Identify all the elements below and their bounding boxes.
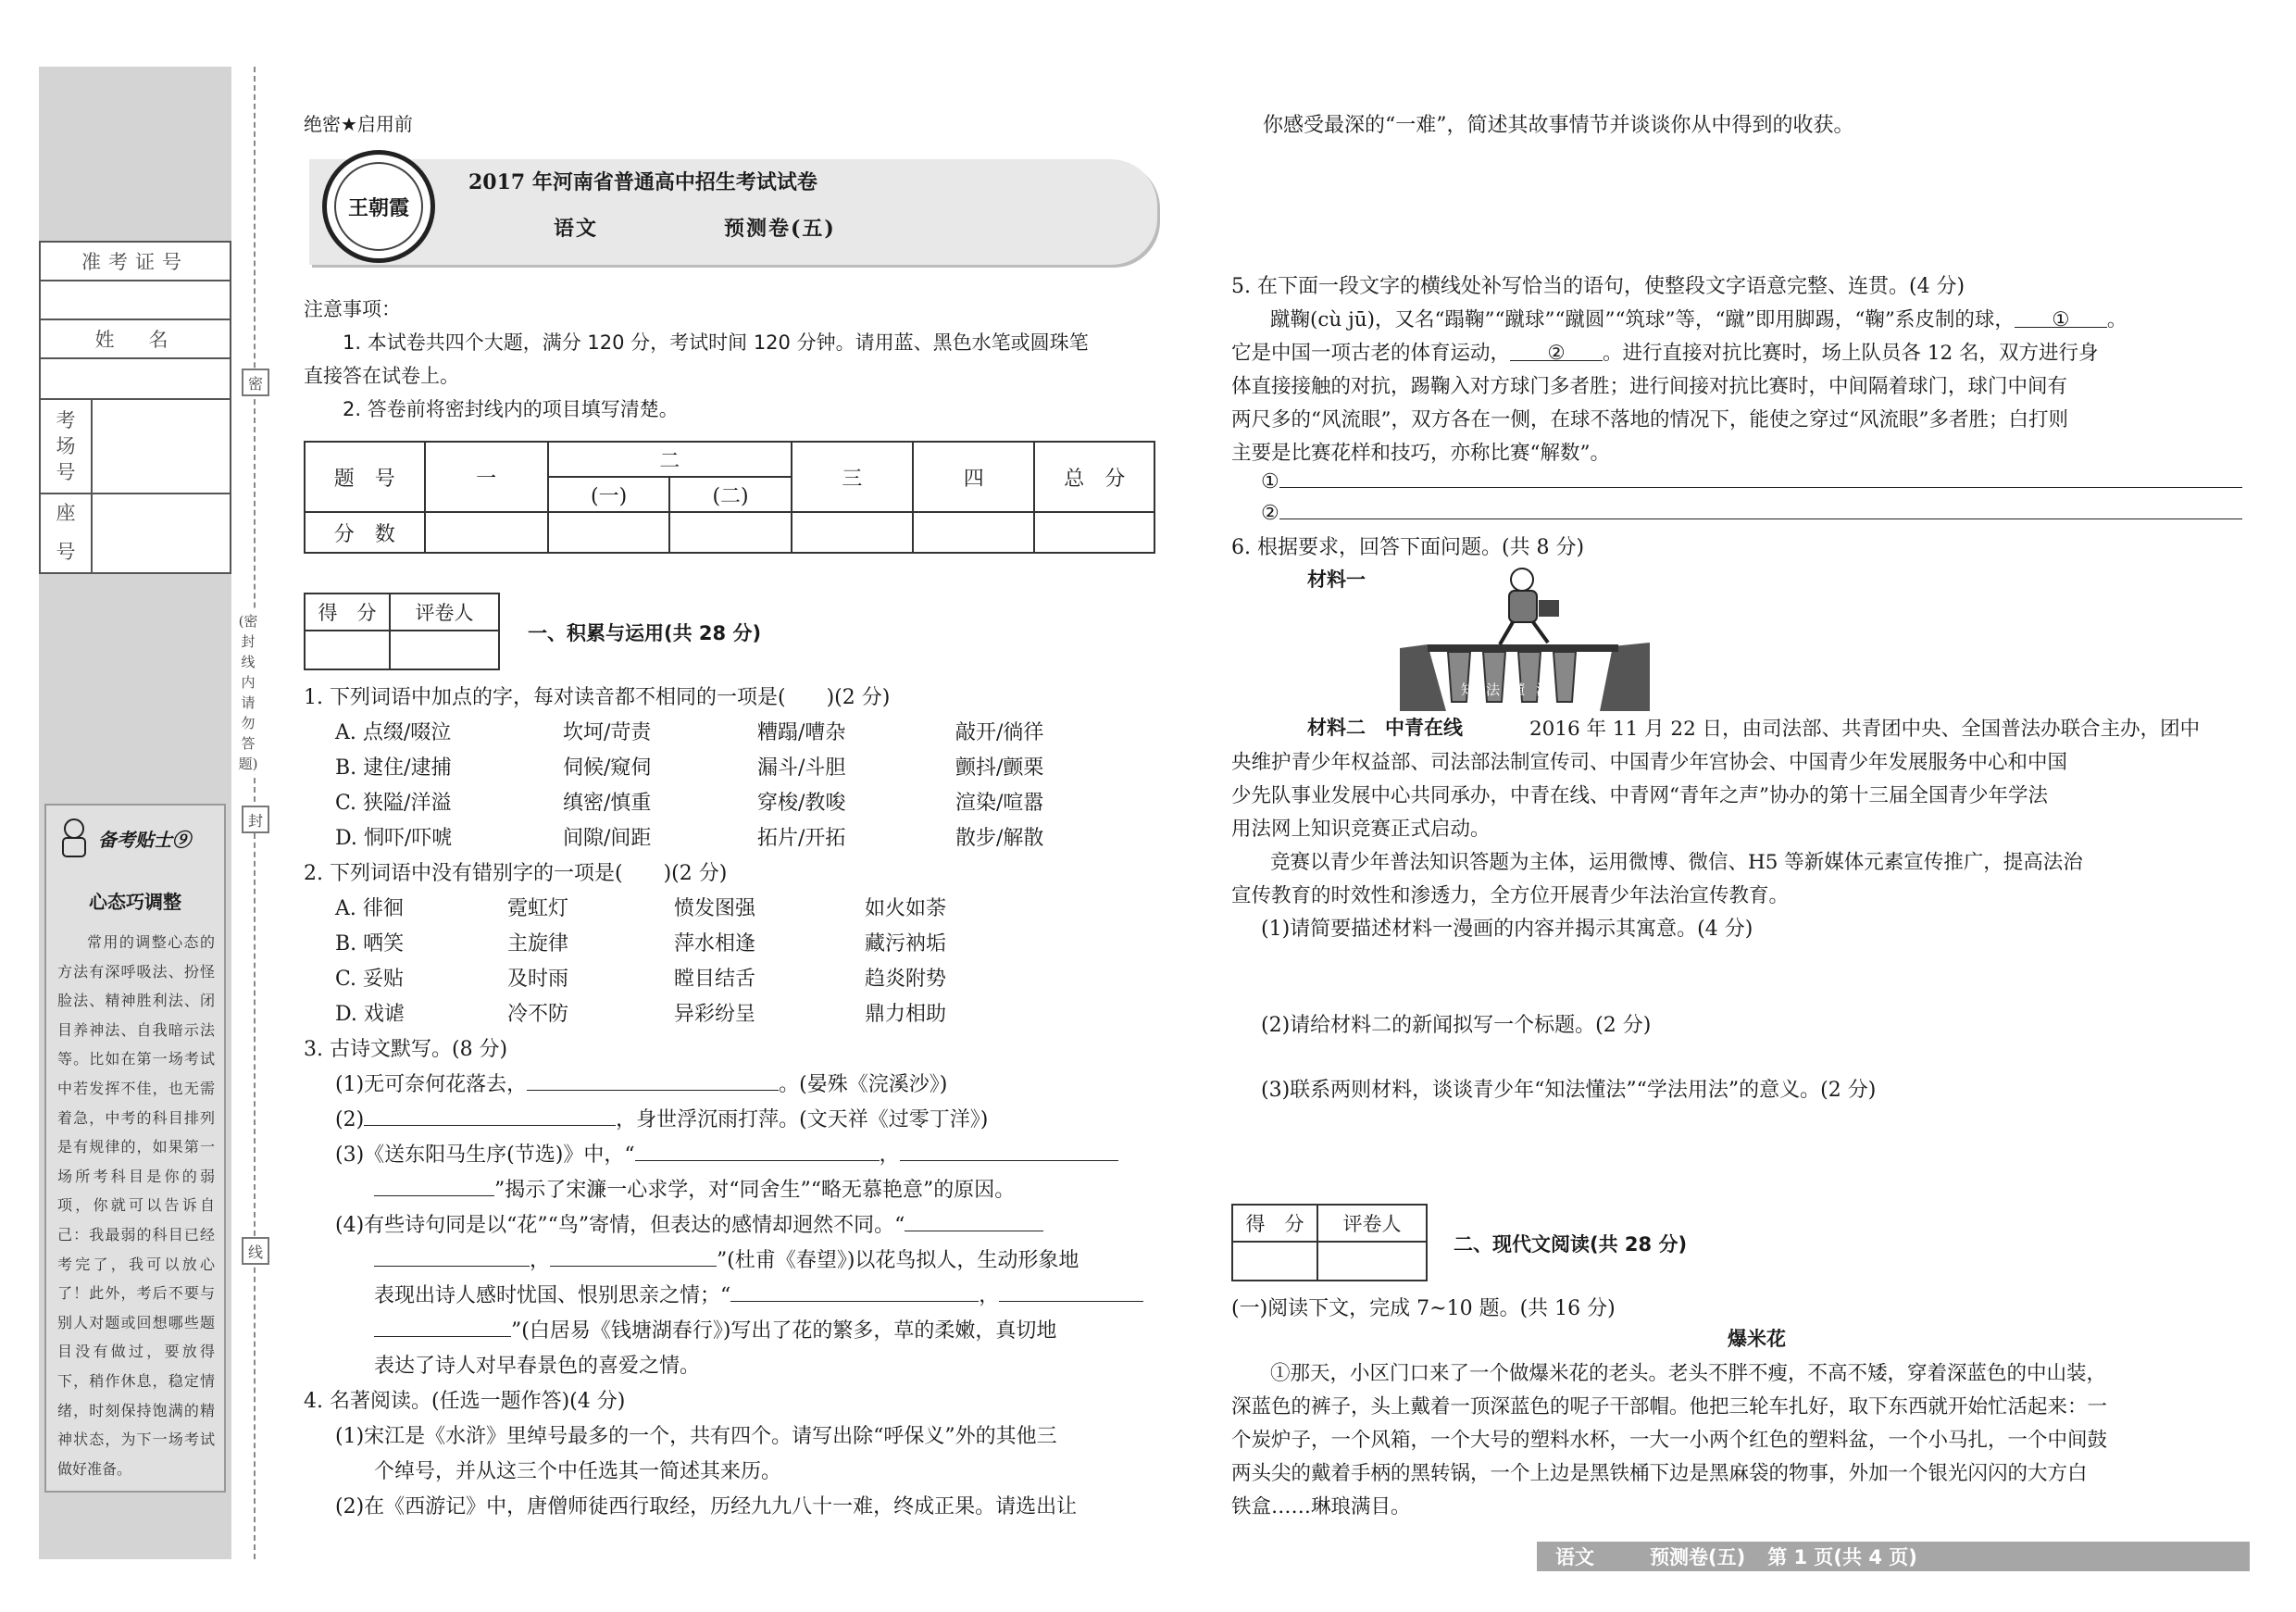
q2-a3: 愤发图强 [674, 897, 756, 920]
score-row-label: 分 数 [305, 512, 425, 553]
q3-stem: 3. 古诗文默写。(8 分) [304, 1038, 508, 1061]
q2-a1[interactable]: A. 徘徊 [335, 897, 404, 920]
exam-tip-box [44, 804, 226, 1493]
q5-line1: 蹴鞠(cù jū)，又名“蹋鞠”“蹴球”“蹴圆”“筑球”等，“蹴”即用脚踢，“鞠”系皮制的球， ① 。 [1270, 308, 2128, 331]
q6-stem: 6. 根据要求，回答下面问题。(共 8 分) [1231, 536, 1585, 559]
th-2-2: (二) [669, 477, 791, 512]
score-cell[interactable] [913, 512, 1034, 553]
q2-b3: 萍水相逢 [674, 932, 756, 956]
mat2-line6: 宣传教育的时效性和渗透力，全方位开展青少年法治宣传教育。 [1231, 884, 1790, 907]
tip-banner [56, 815, 217, 861]
q6-1: (1)请简要描述材料一漫画的内容并揭示其寓意。(4 分) [1261, 918, 1753, 941]
q4-1a: (1)宋江是《水浒》里绰号最多的一个，共有四个。请写出除“呼保义”外的其他三 [335, 1425, 1057, 1448]
material-1-label: 材料一 [1307, 569, 1366, 591]
page-footer [1537, 1542, 2250, 1571]
answer-line[interactable] [1279, 500, 2242, 519]
essay-p4: 两头尖的戴着手柄的黑转锅，一个上边是黑铁桶下边是黑麻袋的物事，外加一个银光闪闪的大方白 [1231, 1462, 2088, 1485]
q3-1: (1)无可奈何花落去， 。(晏殊《浣溪沙》) [335, 1073, 948, 1096]
q2-d2: 冷不防 [507, 1003, 569, 1026]
q1-c3: 穿梭/教唆 [757, 792, 846, 815]
q3-4e: 表达了诗人对早春景色的喜爱之情。 [374, 1355, 701, 1378]
answer-blank[interactable] [374, 1177, 494, 1196]
section1-title: 一、积累与运用(共 28 分) [528, 622, 762, 644]
seal-mark-xian: 线 [242, 1237, 269, 1265]
score-table [304, 441, 1155, 554]
secret-mark: 绝密★启用前 [304, 113, 413, 135]
q1-a3: 糟蹋/嘈杂 [757, 721, 846, 744]
room-row[interactable] [41, 400, 230, 494]
answer-blank[interactable] [635, 1142, 880, 1161]
q1-b2: 伺候/窥伺 [563, 756, 652, 780]
grader-score-field[interactable] [306, 631, 391, 669]
publisher-logo [322, 150, 435, 263]
th-3: 三 [792, 442, 913, 512]
tip-text: 常用的调整心态的方法有深呼吸法、扮怪脸法、精神胜利法、闭目养神法、自我暗示法等。比如在第一场考试中若发挥不佳，也无需着急，中考的科目排列是有规律的，如果第一场所考科目是你的弱项，你就可以告诉自己：我最弱的科目已经考完了，我可以放心了！此外，考后不要与别人对题或回想哪些题目没有做过，要放得下，稍作休息，稳定情绪，时刻保持饱满的精神状态，为下一场考试做好准备。 [57, 933, 215, 1478]
q1-d1[interactable]: D. 恫吓/吓唬 [335, 827, 453, 850]
seal-mark-feng: 封 [242, 806, 269, 833]
seat-label: 座 号 [41, 493, 93, 572]
q1-a1[interactable]: A. 点缀/啜泣 [335, 721, 452, 744]
answer-blank[interactable] [374, 1247, 530, 1267]
exam-id-label: 准考证号 [41, 243, 230, 281]
q1-b1[interactable]: B. 逮住/逮捕 [335, 756, 452, 780]
q2-c3: 瞠目结舌 [674, 968, 756, 991]
q3-4a: (4)有些诗句同是以“花”“鸟”寄情，但表达的感情却迥然不同。“ [335, 1209, 1043, 1238]
q4-2a: (2)在《西游记》中，唐僧师徒西行取经，历经九九八十一难，终成正果。请选出让 [335, 1495, 1078, 1518]
mat2-line4: 用法网上知识竞赛正式启动。 [1231, 818, 1491, 841]
name-field[interactable] [41, 359, 230, 400]
answer-blank[interactable] [900, 1142, 1118, 1161]
th-question: 题 号 [305, 442, 425, 512]
exam-id-field[interactable] [41, 281, 230, 320]
answer-line[interactable] [1279, 469, 2242, 488]
candidate-info-box [39, 241, 231, 574]
q5-blank-2[interactable]: ② [1510, 342, 1603, 361]
subject-title: 语文 [554, 217, 599, 241]
q2-d1[interactable]: D. 戏谑 [335, 1003, 405, 1026]
grader-score-label: 得 分 [1233, 1206, 1318, 1243]
mat2-line5: 竞赛以青少年普法知识答题为主体，运用微博、微信、H5 等新媒体元素宣传推广，提高法治 [1270, 851, 2083, 874]
section2-part1: (一)阅读下文，完成 7~10 题。(共 16 分) [1231, 1297, 1616, 1320]
q1-b3: 漏斗/斗胆 [757, 756, 846, 780]
grader-person-label: 评卷人 [1318, 1206, 1426, 1243]
score-cell[interactable] [548, 512, 669, 553]
q5-line4: 两尺多的“风流眼”，双方各在一侧，在球不落地的情况下，能使之穿过“风流眼”多者胜；白打则 [1231, 408, 2068, 431]
q3-4d: ”(白居易《钱塘湖春行》)写出了花的繁多，草的柔嫩，真切地 [374, 1315, 1056, 1343]
footer-paper: 预测卷(五) [1650, 1546, 1746, 1568]
q5-line2: 它是中国一项古老的体育运动， ② 。进行直接对抗比赛时，场上队员各 12 名，双方进行身 [1231, 342, 2099, 365]
q2-d4: 鼎力相助 [865, 1003, 947, 1026]
answer-blank[interactable] [730, 1282, 979, 1302]
seal-note: (密封线内请勿答题) [238, 613, 258, 772]
section2-title: 二、现代文阅读(共 28 分) [1454, 1233, 1688, 1256]
th-2-1: (一) [548, 477, 669, 512]
q4-1b: 个绰号，并从这三个中任选其一简述其来历。 [374, 1460, 782, 1483]
mat2-line1: 2016 年 11 月 22 日，由司法部、共青团中央、全国普法办联合主办，团中 [1529, 718, 2201, 741]
paper-title: 预测卷(五) [724, 217, 836, 241]
seal-mark-mi: 密 [242, 369, 269, 396]
q1-a2: 坎坷/苛责 [563, 721, 652, 744]
essay-p1: ①那天，小区门口来了一个做爆米花的老头。老头不胖不瘦，不高不矮，穿着深蓝色的中山装， [1270, 1362, 2107, 1385]
q1-d2: 间隙/间距 [563, 827, 652, 850]
grader-box-1 [304, 593, 500, 670]
q3-3b: ”揭示了宋濂一心求学，对“同舍生”“略无慕艳意”的原因。 [374, 1174, 1015, 1203]
q6-3: (3)联系两则材料，谈谈青少年“知法懂法”“学法用法”的意义。(2 分) [1261, 1079, 1877, 1102]
score-cell[interactable] [669, 512, 791, 553]
q5-answer-2: ② [1261, 500, 2242, 525]
q2-b1[interactable]: B. 哂笑 [335, 932, 405, 956]
q5-line3: 体直接接触的对抗，踢鞠入对方球门多者胜；进行间接对抗比赛时，中间隔着球门，球门中间有 [1231, 375, 2068, 398]
mat2-line2: 央维护青少年权益部、司法部法制宣传司、中国青少年宫协会、中国青少年发展服务中心和中国 [1231, 751, 2068, 774]
th-2: 二 [548, 442, 792, 477]
essay-p3: 个炭炉子，一个风箱，一个大号的塑料水杯，一大一小两个红色的塑料盆，一个小马扎，一个中间鼓 [1231, 1429, 2108, 1452]
q2-d3: 异彩纷呈 [674, 1003, 756, 1026]
footer-subject: 语文 [1555, 1546, 1594, 1568]
mascot-icon [56, 816, 93, 860]
grader-score-field[interactable] [1233, 1243, 1318, 1280]
essay-p5: 铁盒……琳琅满目。 [1231, 1495, 1411, 1518]
note-2: 2. 答卷前将密封线内的项目填写清楚。 [343, 398, 679, 420]
q3-3a: (3)《送东阳马生序(节选)》中，“ ， [335, 1139, 1118, 1168]
th-1: 一 [425, 442, 548, 512]
grader-person-label: 评卷人 [391, 594, 498, 631]
q1-d3: 拓片/开拓 [757, 827, 846, 850]
q4-2b: 你感受最深的“一难”，简述其故事情节并谈谈你从中得到的收获。 [1263, 114, 1854, 137]
q1-c4: 渲染/喧嚣 [955, 792, 1044, 815]
name-label: 姓 名 [41, 320, 230, 359]
q2-a4: 如火如荼 [865, 897, 947, 920]
q1-stem: 1. 下列词语中加点的字，每对读音都不相同的一项是( )(2 分) [304, 686, 891, 709]
essay-title: 爆米花 [1728, 1328, 1786, 1350]
q2-a2: 霓虹灯 [507, 897, 569, 920]
grader-score-label: 得 分 [306, 594, 391, 631]
q1-c2: 缜密/慎重 [563, 792, 652, 815]
q2-c4: 趋炎附势 [865, 968, 947, 991]
q2-b2: 主旋律 [507, 932, 569, 956]
mat2-line3: 少先队事业发展中心共同承办，中青在线、中青网“青年之声”协办的第十三届全国青少年学法 [1231, 784, 2048, 807]
q2-c2: 及时雨 [507, 968, 569, 991]
score-cell[interactable] [1034, 512, 1154, 553]
answer-blank[interactable] [999, 1282, 1143, 1302]
q5-answer-1: ① [1261, 469, 2242, 494]
material-2-label: 材料二 中青在线 [1307, 717, 1463, 739]
score-cell[interactable] [425, 512, 548, 553]
q5-stem: 5. 在下面一段文字的横线处补写恰当的语句，使整段文字语意完整、连贯。(4 分) [1231, 275, 1965, 298]
q1-c1[interactable]: C. 狭隘/洋溢 [335, 792, 452, 815]
q4-stem: 4. 名著阅读。(任选一题作答)(4 分) [304, 1390, 626, 1413]
th-total: 总 分 [1034, 442, 1154, 512]
q5-blank-1[interactable]: ① [2015, 308, 2107, 328]
q6-2: (2)请给材料二的新闻拟写一个标题。(2 分) [1261, 1014, 1652, 1037]
th-4: 四 [913, 442, 1034, 512]
q1-a4: 敲开/徜徉 [955, 721, 1044, 744]
essay-p2: 深蓝色的裤子，头上戴着一顶深蓝色的呢子干部帽。他把三轮车扎好，取下东西就开始忙活起来：一 [1231, 1395, 2108, 1418]
cartoon-caption: 知法懂法 [1461, 681, 1562, 698]
q3-4b: ， ”(杜甫《春望》)以花鸟拟人，生动形象地 [374, 1244, 1079, 1273]
footer-page: 第 1 页(共 4 页) [1767, 1546, 1917, 1568]
q3-4c: 表现出诗人感时忧国、恨别思亲之情；“ ， [374, 1280, 1143, 1308]
room-label: 考 场 号 [41, 400, 93, 493]
q5-line5: 主要是比赛花样和技巧，亦称比赛“解数”。 [1231, 442, 1610, 465]
q3-2: (2) ，身世浮沉雨打萍。(文天祥《过零丁洋》) [335, 1108, 989, 1131]
notes-title: 注意事项： [304, 298, 401, 320]
q1-d4: 散步/解散 [955, 827, 1044, 850]
score-cell[interactable] [792, 512, 913, 553]
tip-title: 心态巧调整 [89, 891, 181, 913]
exam-title: 2017 年河南省普通高中招生考试试卷 [468, 170, 817, 194]
tip-banner-text: 备考贴士⑨ [98, 828, 191, 851]
answer-blank[interactable] [550, 1247, 717, 1267]
q2-c1[interactable]: C. 妥贴 [335, 968, 405, 991]
grader-box-2 [1231, 1204, 1428, 1281]
note-1a: 1. 本试卷共四个大题，满分 120 分，考试时间 120 分钟。请用蓝、黑色水笔或圆珠笔 [343, 331, 1089, 354]
answer-blank[interactable] [374, 1318, 511, 1337]
logo-text: 王朝霞 [347, 195, 409, 220]
q1-b4: 颤抖/颤栗 [955, 756, 1044, 780]
q2-stem: 2. 下列词语中没有错别字的一项是( )(2 分) [304, 862, 728, 885]
seat-row[interactable] [41, 493, 230, 572]
answer-blank[interactable] [364, 1106, 616, 1126]
q2-b4: 藏污衲垢 [865, 932, 947, 956]
answer-blank[interactable] [527, 1071, 779, 1091]
answer-blank[interactable] [905, 1212, 1043, 1231]
note-1b: 直接答在试卷上。 [304, 365, 459, 387]
